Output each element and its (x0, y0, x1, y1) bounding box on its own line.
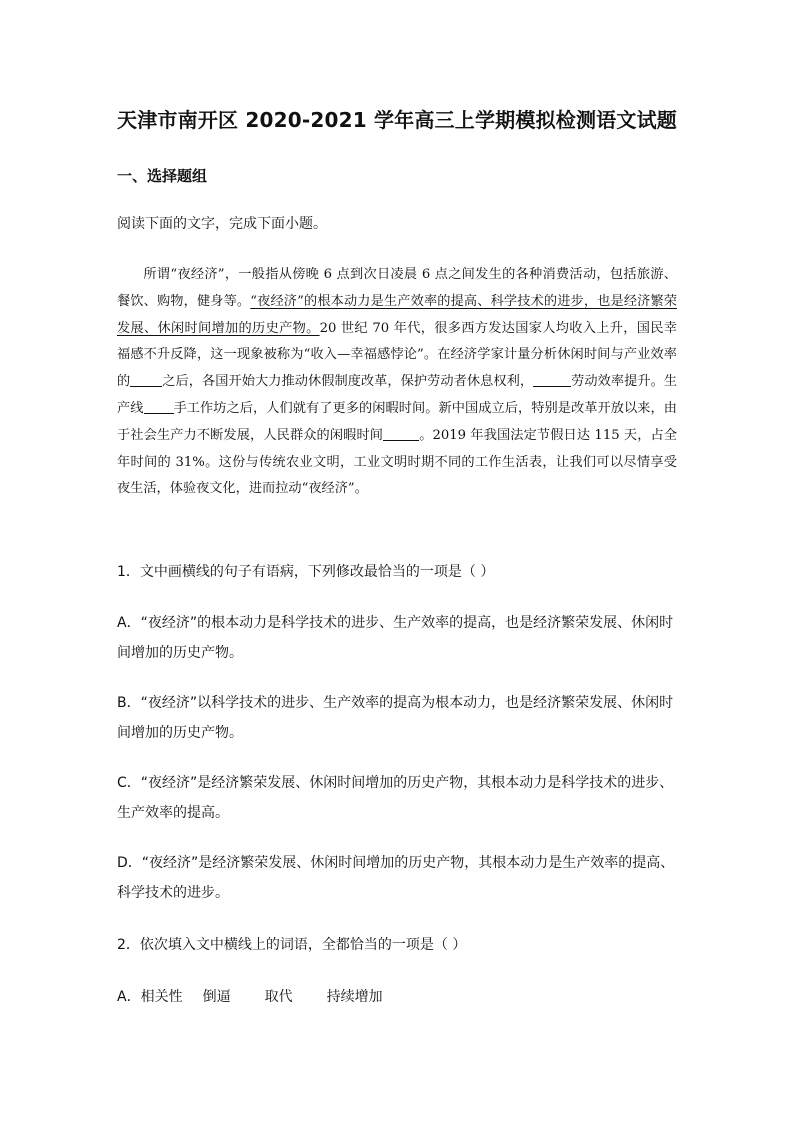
passage-sentence: 。2019 年我国法定节假日达 115 天，占全年时间的 31%。这份与传统农业文明，工业文明时期不同的工作生活表，让我们可以尽情享受夜生活，体验夜文化，进而拉动“夜经济”。 (117, 427, 678, 497)
section-heading: 一、选择题组 (117, 167, 208, 185)
question-1-option-b[interactable]: B．“夜经济”以科学技术的进步、生产效率的提高为根本动力，也是经济繁荣发展、休闲时间增加的历史产物。 (117, 695, 674, 741)
passage-sentence: 20 世纪 70 年代，很多西方发达国家人均收入上升，国民幸福感不升反降，这一现象被称为“收入—幸福感悖论”。在经济学家计量分析休闲时间与产业效率的 (117, 320, 678, 390)
question-1-stem: 1．文中画横线的句子有语病，下列修改最恰当的一项是（ ） (117, 564, 495, 580)
fill-blank-1 (130, 373, 162, 387)
passage-paragraph (117, 262, 677, 503)
option-word: 相关性 (140, 989, 183, 1005)
question-2-option-a[interactable] (117, 982, 677, 1012)
option-word: 持续增加 (326, 989, 383, 1005)
fill-blank-4 (383, 427, 419, 441)
question-1-option-a[interactable]: A．“夜经济”的根本动力是科学技术的进步、生产效率的提高，也是经济繁荣发展、休闲时间增加的历史产物。 (117, 615, 674, 661)
fill-blank-2 (533, 373, 571, 387)
page-title: 天津市南开区 2020-2021 学年高三上学期模拟检测语文试题 (117, 108, 677, 132)
passage-sentence: 之后，各国开始大力推动休假制度改革，保护劳动者休息权利， (162, 374, 534, 390)
option-word: 取代 (264, 989, 293, 1005)
instruction-text: 阅读下面的文字，完成下面小题。 (117, 216, 327, 232)
passage-sentence: 手工作坊之后，人们就有了更多的闲暇时间。新中国成立后，特别是改革开放以来，由于社会生产力不断发展，人民群众的闲暇时间 (117, 400, 677, 443)
option-letter: A． (117, 989, 141, 1005)
passage-sentence: 劳动效率提升。生产线 (117, 374, 678, 416)
underlined-sentence: “夜经济”的根本动力是生产效率的提高、科学技术的进步，也是经济繁荣发展、休闲时间增加的历史产物。 (117, 293, 677, 336)
fill-blank-3 (144, 400, 174, 414)
passage-sentence: 所谓“夜经济”，一般指从傍晚 6 点到次日凌晨 6 点之间发生的各种消费活动，包括旅游、餐饮、购物，健身等。 (117, 267, 677, 309)
question-2-stem: 2．依次填入文中横线上的词语，全都恰当的一项是（ ） (117, 937, 467, 953)
question-1-option-d[interactable]: D．“夜经济”是经济繁荣发展、休闲时间增加的历史产物，其根本动力是生产效率的提高、科学技术的进步。 (117, 855, 675, 901)
option-word: 倒逼 (202, 989, 231, 1005)
reading-passage (117, 262, 677, 503)
question-1-option-c[interactable]: C．“夜经济”是经济繁荣发展、休闲时间增加的历史产物，其根本动力是科学技术的进步、生产效率的提高。 (117, 775, 674, 821)
